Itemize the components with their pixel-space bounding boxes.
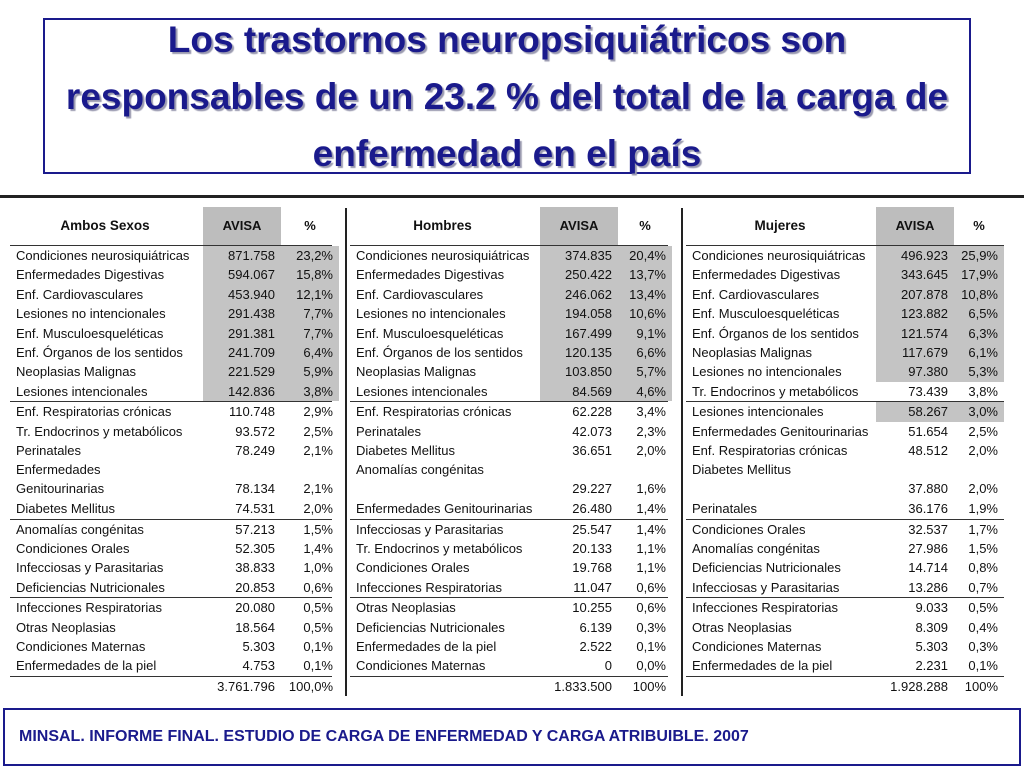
cause-label: Neoplasias Malignas [16,364,136,380]
avisa-value: 26.480 [572,501,612,517]
cause-label: Deficiencias Nutricionales [16,579,165,595]
cause-label: Enfermedades Genitourinarias [356,501,533,517]
table-row [686,402,1004,421]
cause-label: Condiciones neurosiquiátricas [16,248,190,263]
percent-value: 1,4% [636,501,666,517]
cause-label: Lesiones no intencionales [692,364,842,380]
cause-label: Perinatales [692,501,758,517]
percent-value: 0,6% [636,600,666,616]
percent-value: 3,0% [954,402,1004,421]
column-header-percent: % [304,218,316,233]
percent-value: 2,9% [303,404,333,420]
table-row [350,598,668,617]
avisa-value: 123.882 [876,304,954,323]
percent-value: 4,6% [618,382,672,401]
percent-value: 0,5% [303,619,333,635]
avisa-value: 13.286 [908,579,948,595]
cause-label: Infecciosas y Parasitarias [692,579,840,595]
table-row [350,539,668,558]
table-row [350,362,668,381]
table-row [350,578,668,597]
table-header [686,207,1004,245]
percent-value: 1,1% [636,560,666,576]
cause-label: Lesiones intencionales [16,383,148,399]
cause-label: Enfermedades de la piel [16,658,157,674]
avisa-value: 20.080 [235,600,275,616]
cause-label: Enf. Respiratorias crónicas [16,404,172,420]
cause-label: Condiciones neurosiquiátricas [692,248,866,263]
panel-divider [345,208,347,696]
percent-value: 5,3% [954,362,1004,381]
cause-label: Condiciones Orales [16,541,130,557]
cause-label: Enf. Respiratorias crónicas [692,442,848,458]
avisa-value: 246.062 [540,285,618,304]
avisa-value: 51.654 [908,423,948,439]
percent-value: 0,5% [968,600,998,616]
percent-value: 0,5% [303,600,333,616]
avisa-value: 19.768 [572,560,612,576]
table-row [10,304,332,323]
avisa-value: 42.073 [572,423,612,439]
percent-value: 2,0% [303,501,333,517]
avisa-value: 250.422 [540,265,618,284]
avisa-value: 20.853 [235,579,275,595]
percent-value: 0,7% [968,579,998,595]
percent-value: 5,7% [618,362,672,381]
table-ambos-sexos [10,207,332,697]
table-row [686,460,1004,499]
table-row [350,422,668,441]
percent-value: 7,7% [281,304,339,323]
cause-label: Diabetes Mellitus [16,501,115,517]
column-header-percent: % [639,218,651,233]
table-row [350,324,668,343]
avisa-value: 48.512 [908,442,948,458]
table-row [686,343,1004,362]
table-row [686,362,1004,381]
table-row [350,285,668,304]
percent-value: 1,7% [968,521,998,537]
table-header [350,207,668,245]
percent-value: 20,4% [618,246,672,265]
cause-label: Enfermedades Genitourinarias [16,462,105,497]
percent-value: 0,3% [968,639,998,655]
cause-label: Lesiones intencionales [692,404,824,420]
avisa-value: 29.227 [572,481,612,497]
cause-label: Deficiencias Nutricionales [356,619,505,635]
cause-label: Enf. Órganos de los sentidos [16,344,183,360]
avisa-value: 4.753 [242,658,275,674]
table-row [10,656,332,675]
percent-value: 0,0% [636,658,666,674]
table-row [350,304,668,323]
avisa-value: 291.381 [203,324,281,343]
table-row [686,265,1004,284]
title-box [43,18,971,174]
cause-label: Infecciones Respiratorias [356,579,502,595]
cause-label: Lesiones no intencionales [16,306,166,322]
cause-label: Infecciones Respiratorias [16,600,162,616]
avisa-value: 9.033 [915,600,948,616]
percent-value: 1,4% [636,521,666,537]
cause-label: Enf. Órganos de los sentidos [692,325,859,341]
avisa-value: 207.878 [876,285,954,304]
table-row [686,324,1004,343]
percent-value: 1,5% [968,541,998,557]
table-row [10,285,332,304]
table-row [10,422,332,441]
avisa-value: 2.231 [915,658,948,674]
percent-value: 0,1% [303,639,333,655]
avisa-value: 27.986 [908,541,948,557]
percent-value: 9,1% [618,324,672,343]
percent-value: 13,7% [618,265,672,284]
table-row [10,618,332,637]
total-percent: 100,0% [288,678,333,694]
percent-value: 2,0% [968,442,998,458]
percent-value: 2,3% [636,423,666,439]
avisa-value: 25.547 [572,521,612,537]
percent-value: 13,4% [618,285,672,304]
avisa-value: 594.067 [203,265,281,284]
avisa-value: 117.679 [876,343,954,362]
column-header-avisa: AVISA [540,207,618,245]
table-row [686,656,1004,675]
cause-label: Infecciosas y Parasitarias [16,560,164,576]
cause-label: Enf. Órganos de los sentidos [356,344,523,360]
avisa-value: 58.267 [876,402,954,421]
total-avisa: 1.833.500 [554,678,612,694]
cause-label: Enf. Respiratorias crónicas [356,404,512,420]
table-row [350,460,668,499]
percent-value: 6,5% [954,304,1004,323]
cause-label: Lesiones no intencionales [356,306,506,322]
separator-line [0,195,1024,198]
percent-value: 0,3% [636,619,666,635]
avisa-value: 93.572 [235,423,275,439]
table-row [686,539,1004,558]
percent-value: 2,5% [303,423,333,439]
table-row [10,520,332,539]
avisa-value: 74.531 [235,501,275,517]
cause-label: Infecciones Respiratorias [692,600,838,616]
table-row [10,382,332,401]
table-row [350,520,668,539]
cause-label: Anomalías congénitas [16,521,144,537]
table-header [10,207,332,245]
avisa-value: 84.569 [540,382,618,401]
table-mujeres [686,207,1004,697]
table-row [686,618,1004,637]
table-row [686,598,1004,617]
table-row [350,265,668,284]
total-avisa: 3.761.796 [217,678,275,694]
column-header-avisa: AVISA [876,207,954,245]
percent-value: 10,6% [618,304,672,323]
cause-label: Anomalías congénitas [692,541,820,557]
avisa-value: 57.213 [235,521,275,537]
avisa-value: 32.537 [908,521,948,537]
cause-label: Tr. Endocrinos y metabólicos [16,423,183,439]
table-row [686,441,1004,460]
cause-label: Tr. Endocrinos y metabólicos [356,541,523,557]
percent-value: 3,8% [281,382,339,401]
percent-value: 0,4% [968,619,998,635]
table-row [686,246,1004,265]
percent-value: 23,2% [281,246,339,265]
percent-value: 0,1% [303,658,333,674]
cause-label: Condiciones Maternas [16,639,146,655]
avisa-value: 453.940 [203,285,281,304]
cause-label: Lesiones intencionales [356,383,488,399]
cause-label: Tr. Endocrinos y metabólicos [692,383,859,399]
table-row [10,324,332,343]
percent-value: 0,8% [968,560,998,576]
avisa-value: 110.748 [228,404,275,420]
avisa-value: 5.303 [242,639,275,655]
percent-value: 1,6% [636,481,666,497]
table-row [10,460,332,499]
table-row [10,402,332,421]
avisa-value: 52.305 [235,541,275,557]
table-row [10,499,332,518]
table-row [10,637,332,656]
table-row [686,422,1004,441]
percent-value: 3,8% [968,383,998,399]
avisa-value: 103.850 [540,362,618,381]
table-row [350,637,668,656]
table-row [10,343,332,362]
avisa-value: 18.564 [235,619,275,635]
avisa-value: 38.833 [235,560,275,576]
percent-value: 10,8% [954,285,1004,304]
footer-box [3,708,1021,766]
cause-label: Condiciones Maternas [356,658,486,674]
avisa-value: 496.923 [876,246,954,265]
percent-value: 0,1% [636,639,666,655]
cause-label: Otras Neoplasias [692,619,792,635]
avisa-value: 97.380 [876,362,954,381]
percent-value: 12,1% [281,285,339,304]
avisa-value: 241.709 [203,343,281,362]
table-row [686,520,1004,539]
table-row [10,441,332,460]
column-header-group: Hombres [413,218,472,233]
avisa-value: 167.499 [540,324,618,343]
avisa-value: 2.522 [579,639,612,655]
cause-label: Enf. Musculoesqueléticas [16,325,164,341]
panel-divider [681,208,683,696]
cause-label: Infecciosas y Parasitarias [356,521,504,537]
table-row [686,285,1004,304]
column-header-group: Ambos Sexos [60,218,150,233]
table-row [350,246,668,265]
percent-value: 1,4% [303,541,333,557]
table-row [350,656,668,675]
percent-value: 7,7% [281,324,339,343]
cause-label: Enf. Cardiovasculares [16,286,144,302]
table-row [350,499,668,518]
cause-label: Enfermedades Digestivas [16,267,165,283]
percent-value: 0,1% [968,658,998,674]
cause-label: Diabetes Mellitus [356,442,455,458]
table-row [350,441,668,460]
cause-label: Perinatales [16,442,82,458]
table-row [686,637,1004,656]
column-header-group: Mujeres [754,218,806,233]
cause-label: Enf. Musculoesqueléticas [692,306,840,322]
table-row [686,304,1004,323]
cause-label: Neoplasias Malignas [692,344,812,360]
table-row [350,618,668,637]
percent-value: 6,1% [954,343,1004,362]
total-percent: 100% [964,678,998,694]
table-row [10,558,332,577]
total-percent: 100% [632,678,666,694]
percent-value: 0,6% [636,579,666,595]
percent-value: 5,9% [281,362,339,381]
avisa-value: 6.139 [579,619,612,635]
avisa-value: 78.134 [235,481,275,497]
total-row [350,677,668,697]
avisa-value: 8.309 [915,619,948,635]
column-header-percent: % [973,218,985,233]
table-row [10,265,332,284]
percent-value: 15,8% [281,265,339,284]
cause-label: Otras Neoplasias [16,619,116,635]
cause-label: Enfermedades Digestivas [692,267,841,283]
table-row [350,558,668,577]
avisa-value: 194.058 [540,304,618,323]
table-row [10,362,332,381]
percent-value: 1,1% [636,541,666,557]
table-row [686,382,1004,401]
percent-value: 3,4% [636,404,666,420]
cause-label: Enfermedades Digestivas [356,267,505,283]
percent-value: 2,1% [303,481,333,497]
cause-label: Enf. Cardiovasculares [692,286,820,302]
cause-label: Condiciones Maternas [692,639,822,655]
avisa-value: 36.651 [572,442,612,458]
avisa-value: 78.249 [235,442,275,458]
cause-label: Otras Neoplasias [356,600,456,616]
avisa-value: 5.303 [915,639,948,655]
cause-label: Condiciones Orales [692,521,806,537]
cause-label: Enfermedades de la piel [356,639,497,655]
avisa-value: 221.529 [203,362,281,381]
avisa-value: 374.835 [540,246,618,265]
avisa-value: 0 [604,658,612,674]
table-row [10,246,332,265]
avisa-value: 36.176 [908,501,948,517]
source-citation: MINSAL. INFORME FINAL. ESTUDIO DE CARGA DE ENFERMEDAD Y CARGA ATRIBUIBLE. 2007 [19,728,749,745]
total-avisa: 1.928.288 [890,678,948,694]
avisa-value: 73.439 [908,383,948,399]
percent-value: 1,0% [303,560,333,576]
avisa-value: 120.135 [540,343,618,362]
table-row [686,558,1004,577]
cause-label: Enfermedades Genitourinarias [692,423,869,439]
cause-label: Neoplasias Malignas [356,364,476,380]
avisa-value: 121.574 [876,324,954,343]
avisa-value: 20.133 [572,541,612,557]
cause-label: Deficiencias Nutricionales [692,560,841,576]
percent-value: 6,3% [954,324,1004,343]
cause-label: Enf. Cardiovasculares [356,286,484,302]
avisa-value: 14.714 [908,560,948,576]
percent-value: 2,0% [968,481,998,497]
table-hombres [350,207,668,697]
cause-label: Enf. Musculoesqueléticas [356,325,504,341]
cause-label: Anomalías congénitas [356,462,484,478]
column-header-avisa: AVISA [203,207,281,245]
avisa-value: 871.758 [203,246,281,265]
table-row [10,539,332,558]
avisa-value: 291.438 [203,304,281,323]
percent-value: 2,0% [636,442,666,458]
table-row [10,578,332,597]
total-row [10,677,332,697]
page-title: Los trastornos neuropsiquiátricos son responsables de un 23.2 % del total de la carga de enfermedad en el país [65,18,949,174]
percent-value: 1,9% [968,501,998,517]
table-row [350,382,668,401]
table-row [10,598,332,617]
cause-label: Perinatales [356,423,422,439]
table-row [350,402,668,421]
avisa-value: 62.228 [572,404,612,420]
table-row [686,578,1004,597]
percent-value: 25,9% [954,246,1004,265]
percent-value: 17,9% [954,265,1004,284]
total-row [686,677,1004,697]
cause-label: Enfermedades de la piel [692,658,833,674]
cause-label: Condiciones Orales [356,560,470,576]
cause-label: Diabetes Mellitus [692,462,791,478]
avisa-value: 142.836 [203,382,281,401]
table-row [686,499,1004,518]
percent-value: 6,4% [281,343,339,362]
percent-value: 0,6% [303,579,333,595]
avisa-value: 10.255 [572,600,612,616]
percent-value: 1,5% [303,521,333,537]
avisa-value: 11.047 [573,579,612,595]
avisa-value: 343.645 [876,265,954,284]
percent-value: 2,1% [303,442,333,458]
avisa-value: 37.880 [908,481,948,497]
percent-value: 6,6% [618,343,672,362]
table-row [350,343,668,362]
cause-label: Condiciones neurosiquiátricas [356,248,530,263]
percent-value: 2,5% [968,423,998,439]
